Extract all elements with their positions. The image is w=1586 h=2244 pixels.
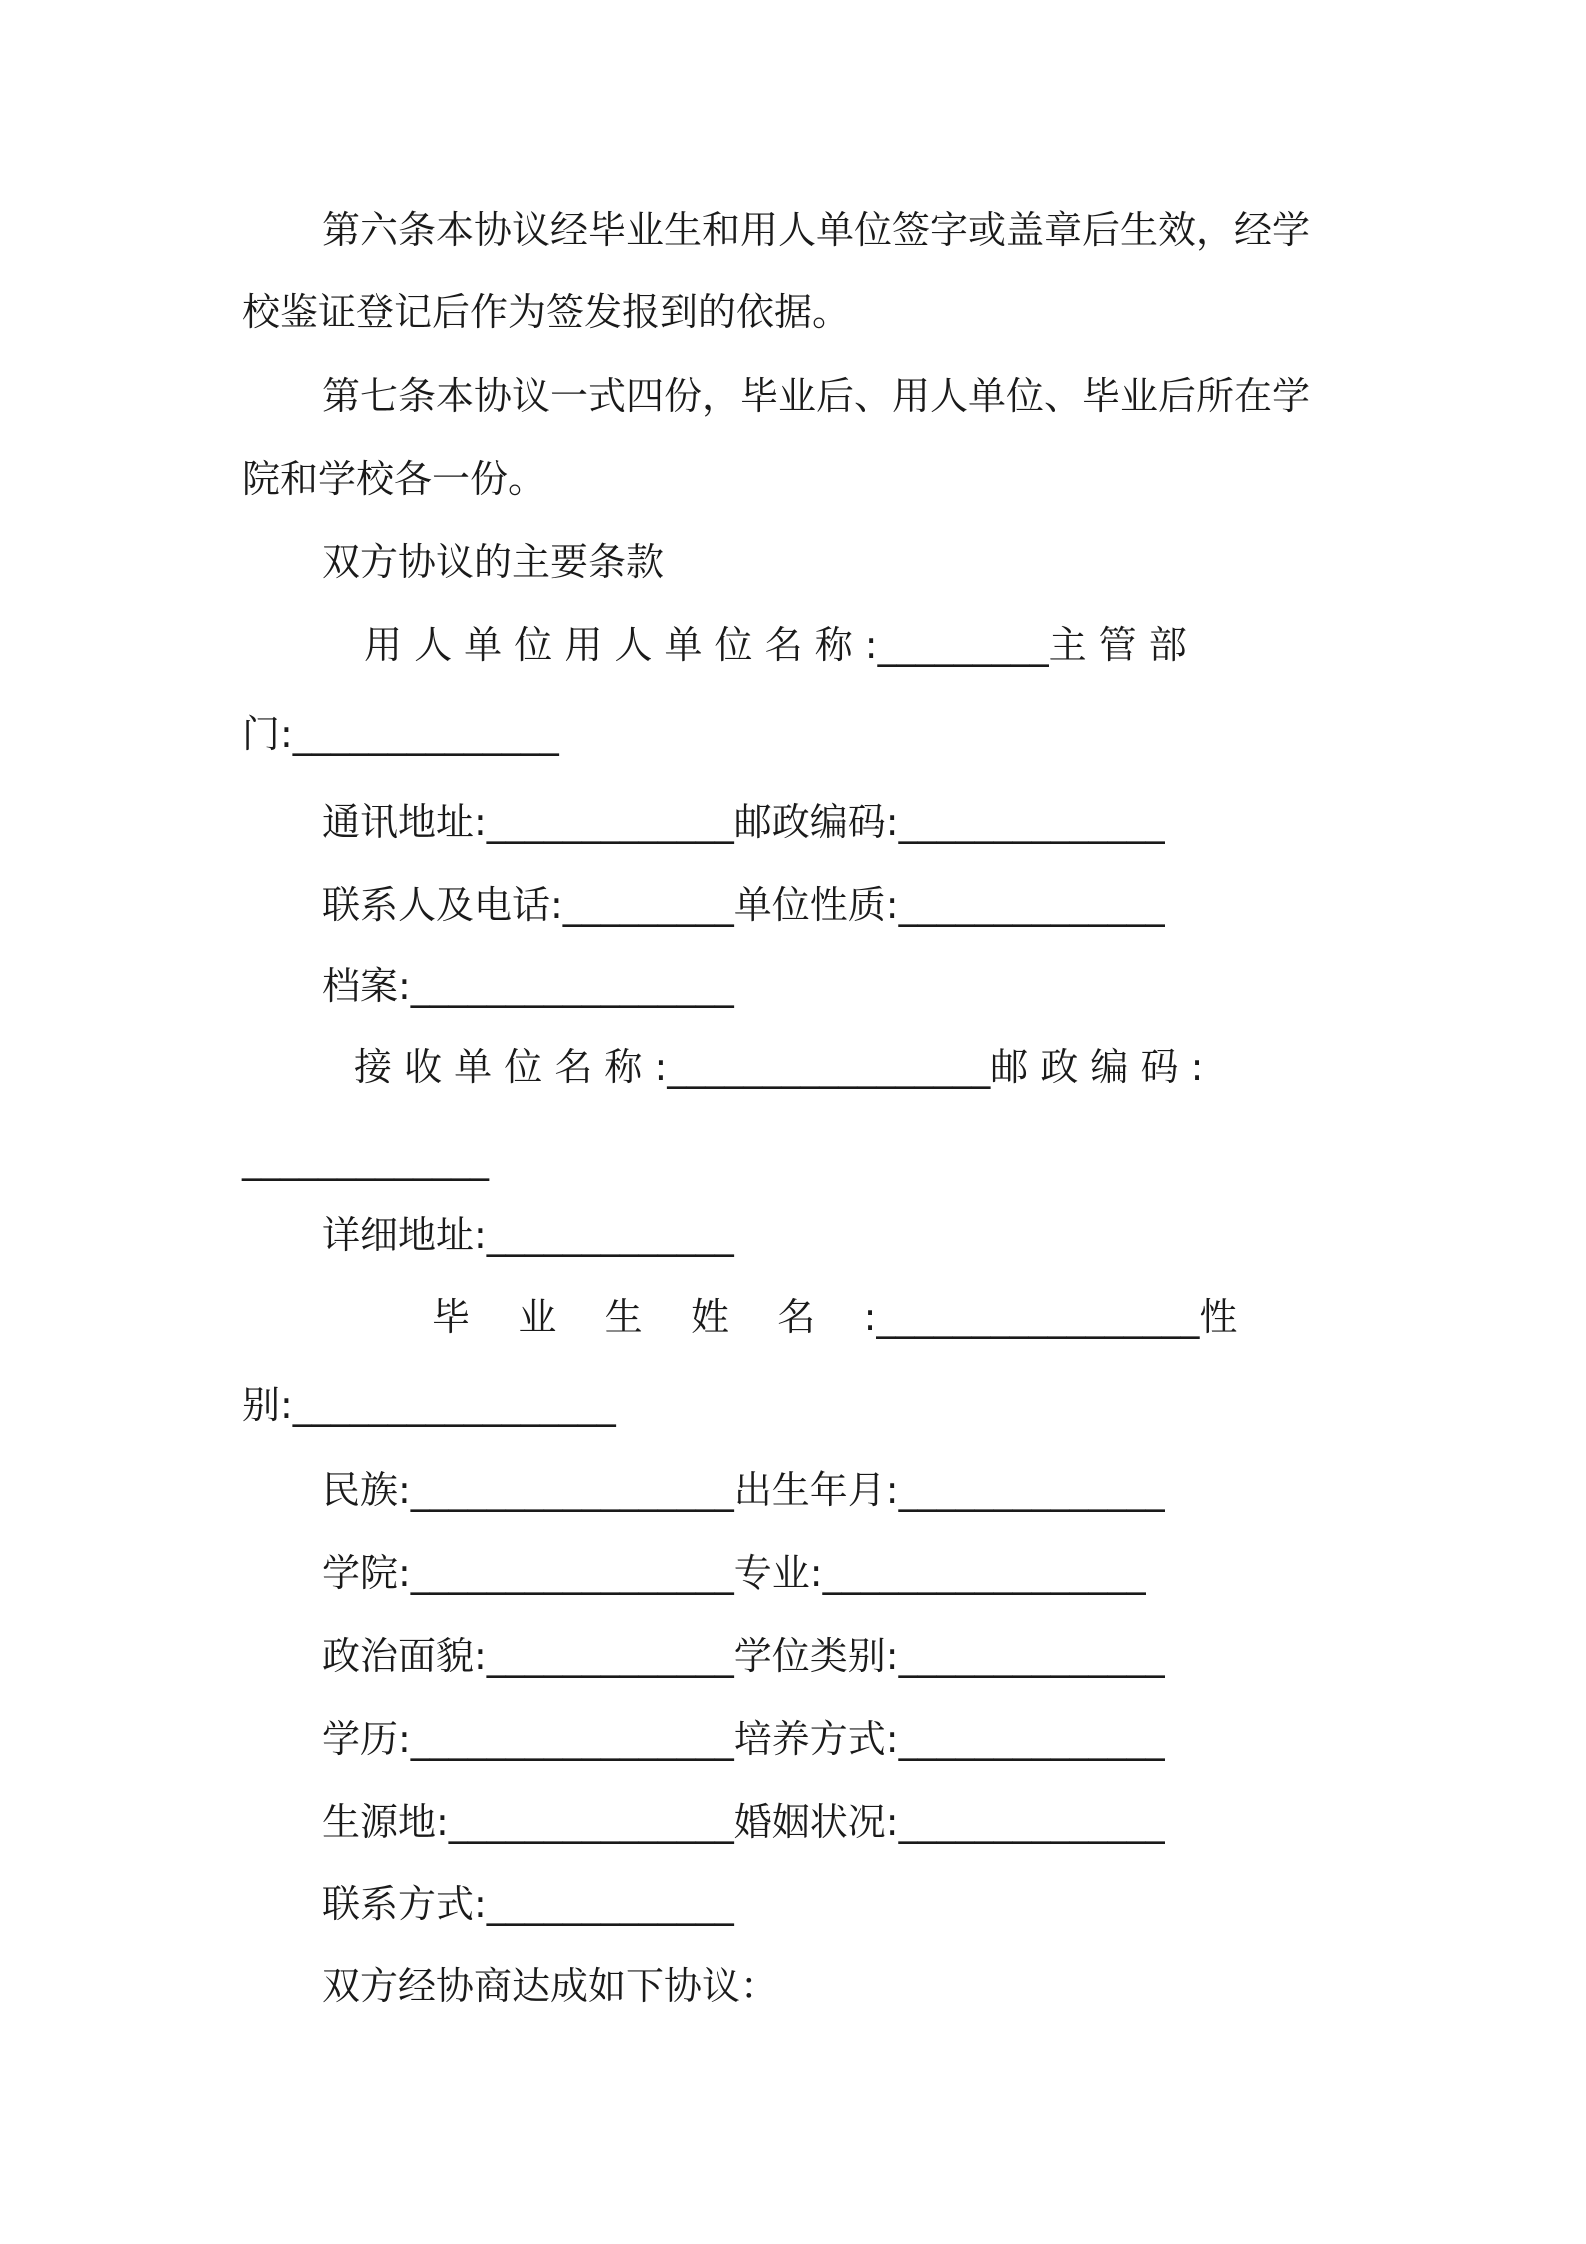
contact-method-line: 联系方式:_____________ (322, 1882, 734, 1926)
detail-address-line: 详细地址:_____________ (322, 1213, 734, 1257)
receiver-postcode-line: _____________ (242, 1137, 489, 1181)
section-title: 双方协议的主要条款 (322, 540, 665, 584)
graduate-name-line: 毕 业 生 姓 名 :_________________性 (432, 1295, 1238, 1339)
article-6-line-2: 校鉴证登记后作为签发报到的依据。 (242, 290, 851, 334)
employer-dept-line: 门:______________ (242, 712, 559, 756)
college-line: 学院:_________________专业:_________________ (322, 1551, 1146, 1595)
education-line: 学历:_________________培养方式:______________ (322, 1717, 1165, 1761)
contact-line: 联系人及电话:_________单位性质:______________ (322, 883, 1165, 927)
ethnicity-line: 民族:_________________出生年月:______________ (322, 1468, 1165, 1512)
address-line: 通讯地址:_____________邮政编码:______________ (322, 800, 1165, 844)
politics-line: 政治面貌:_____________学位类别:______________ (322, 1634, 1165, 1678)
employer-name-line: 用 人 单 位 用 人 单 位 名 称 :_________主 管 部 (364, 623, 1187, 667)
origin-line: 生源地:_______________婚姻状况:______________ (322, 1800, 1165, 1844)
archive-line: 档案:_________________ (322, 964, 734, 1008)
agreement-line: 双方经协商达成如下协议： (322, 1964, 779, 2008)
article-6-line-1: 第六条本协议经毕业生和用人单位签字或盖章后生效，经学 (322, 208, 1311, 252)
article-7-line-1: 第七条本协议一式四份，毕业后、用人单位、毕业后所在学 (322, 374, 1311, 418)
graduate-gender-line: 别:_________________ (242, 1383, 616, 1427)
receiver-name-line: 接 收 单 位 名 称 :_________________邮 政 编 码 : (354, 1045, 1204, 1089)
article-7-line-2: 院和学校各一份。 (242, 457, 547, 501)
